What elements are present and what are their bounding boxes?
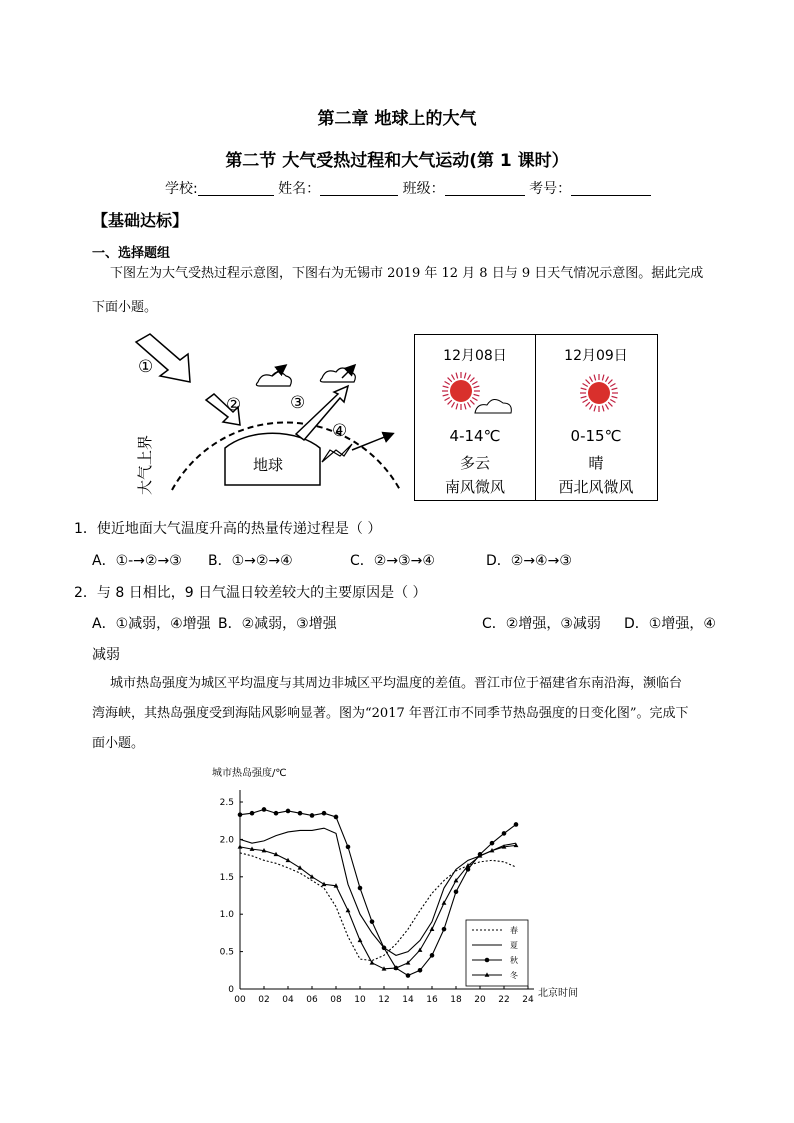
- question-2-stem: 2．与 8 日相比，9 日气温日较差较大的主要原因是（ ）: [74, 585, 427, 601]
- y-tick-label: 2.0: [219, 835, 234, 846]
- data-point: [346, 908, 351, 912]
- atmosphere-heating-diagram: [130, 330, 410, 500]
- data-point: [310, 813, 315, 818]
- chapter-title: 第二章 地球上的大气: [317, 109, 477, 129]
- y-tick-label: 0.5: [219, 947, 234, 958]
- data-point: [430, 953, 435, 958]
- sun-ray: [581, 388, 587, 390]
- data-point: [442, 900, 447, 904]
- data-point: [358, 938, 363, 942]
- data-point: [334, 815, 339, 820]
- sun-ray: [472, 382, 477, 385]
- intro2-line3: 面小题。: [92, 736, 145, 751]
- data-point: [238, 812, 243, 817]
- x-tick-label: 18: [450, 995, 462, 1005]
- sun-ray: [594, 406, 596, 412]
- sun-ray: [602, 375, 604, 381]
- school-label: 学校:: [165, 181, 198, 197]
- data-point: [358, 886, 363, 891]
- chart-y-label: 城市热岛强度/℃: [212, 768, 287, 779]
- q2-option-a[interactable]: A．①减弱，④增强: [92, 616, 211, 632]
- subsection-heading: 一、选择题组: [92, 246, 171, 261]
- data-point: [370, 919, 375, 924]
- sun-ray: [452, 375, 455, 380]
- q2-option-d-cont: 减弱: [92, 647, 120, 663]
- data-point: [286, 809, 291, 814]
- sun-ray: [468, 375, 471, 380]
- day1-date: 12月08日: [443, 348, 507, 364]
- q2-option-b[interactable]: B．②减弱，③增强: [218, 616, 337, 632]
- sun-ray: [581, 396, 587, 398]
- sun-icon: [572, 369, 626, 423]
- x-tick-label: 12: [378, 995, 390, 1005]
- sun-ray: [464, 404, 466, 410]
- day1-wind: 南风微风: [444, 478, 505, 496]
- exam-no-label: 考号：: [529, 181, 572, 197]
- label-2: ②: [226, 395, 242, 415]
- legend-marker: [485, 958, 490, 963]
- exam-no-blank[interactable]: [571, 181, 651, 196]
- day2-temp: 0-15℃: [570, 427, 622, 445]
- class-blank[interactable]: [445, 181, 525, 196]
- data-point: [382, 946, 387, 951]
- section-heading: 【基础达标】: [92, 211, 189, 230]
- sun-ray: [608, 402, 612, 406]
- sun-ray: [610, 400, 615, 403]
- day1-condition: 多云: [459, 454, 490, 472]
- data-point: [490, 841, 495, 846]
- legend-label: 秋: [510, 956, 518, 965]
- x-tick-label: 16: [426, 995, 438, 1005]
- atmosphere-upper-label: 大气上界: [136, 434, 154, 495]
- question-1-stem: 1．使近地面大气温度升高的热量传递过程是（ ）: [74, 521, 382, 537]
- weather-day1: [415, 335, 536, 500]
- sun-ray: [602, 406, 604, 412]
- legend-label: 冬: [510, 971, 518, 980]
- sun-ray: [470, 378, 474, 382]
- q2-option-c[interactable]: C．②增强，③减弱: [482, 616, 601, 632]
- x-tick-label: 20: [474, 995, 486, 1005]
- sun-ray: [445, 398, 450, 401]
- intro-paragraph-1: [92, 260, 722, 288]
- x-tick-label: 04: [282, 995, 294, 1005]
- chart-x-label: 北京时间: [538, 988, 578, 999]
- data-point: [454, 889, 459, 894]
- sun-ray: [448, 378, 452, 382]
- student-info-row: [165, 178, 651, 198]
- weather-panel: [414, 334, 658, 501]
- sun-ray: [452, 402, 455, 407]
- sun-ray: [612, 396, 618, 398]
- sun-ray: [612, 388, 618, 390]
- chart-legend: [466, 920, 528, 986]
- class-label: 班级：: [402, 181, 445, 197]
- day2-wind: 西北风微风: [558, 478, 634, 496]
- data-point: [370, 960, 375, 964]
- sun-ray: [474, 386, 480, 388]
- sun-ray: [583, 384, 588, 387]
- sun-ray: [594, 375, 596, 381]
- data-point: [514, 822, 519, 827]
- q1-option-d[interactable]: D．②→④→③: [486, 553, 572, 569]
- x-tick-label: 10: [354, 995, 366, 1005]
- day2-condition: 晴: [588, 454, 604, 472]
- sun-ray: [474, 394, 480, 396]
- sun-ray: [464, 373, 466, 379]
- sun-ray: [470, 400, 474, 404]
- q1-option-b[interactable]: B．①→②→④: [208, 553, 293, 569]
- x-tick-label: 08: [330, 995, 342, 1005]
- name-label: 姓名：: [278, 181, 321, 197]
- legend-label: 春: [510, 926, 518, 935]
- school-blank[interactable]: [198, 181, 274, 196]
- weather-day2: [536, 335, 656, 500]
- intro1-line1: 下图左为大气受热过程示意图，下图右为无锡市 2019 年 12 月 8 日与 9 日天气情况示意图。据此完成: [110, 266, 704, 281]
- earth-label: 地球: [253, 456, 284, 474]
- label-3: ③: [290, 393, 306, 413]
- intro2-line1: 城市热岛强度为城区平均温度与其周边非城区平均温度的差值。晋江市位于福建省东南沿海，濒临台: [110, 676, 683, 691]
- data-point: [238, 844, 243, 848]
- name-blank[interactable]: [320, 181, 398, 196]
- x-tick-label: 02: [258, 995, 270, 1005]
- counter-radiation-arrow: [322, 444, 352, 462]
- legend-label: 夏: [510, 941, 518, 950]
- day2-date: 12月09日: [564, 348, 628, 364]
- sun-cloud-icon: [433, 369, 523, 423]
- q1-option-a[interactable]: A．①-→②→③: [92, 553, 182, 569]
- sun-ray: [590, 377, 593, 382]
- data-point: [262, 807, 267, 812]
- intro1-line2: 下面小题。: [92, 300, 158, 315]
- y-tick-label: 0: [228, 985, 234, 995]
- heat-island-chart: [200, 762, 600, 1012]
- sun-ray: [590, 404, 593, 409]
- sun-ray: [606, 377, 609, 382]
- sun-ray: [472, 398, 477, 401]
- day1-temp: 4-14℃: [449, 427, 501, 445]
- sun-ray: [586, 402, 590, 406]
- sun-ray: [610, 384, 615, 387]
- x-tick-label: 22: [498, 995, 510, 1005]
- data-point: [274, 811, 279, 816]
- x-tick-label: 00: [234, 995, 246, 1005]
- data-point: [442, 927, 447, 932]
- sun-ray: [443, 394, 449, 396]
- data-point: [406, 973, 411, 978]
- escape-arrow-4: [352, 434, 392, 450]
- label-4: ④: [332, 421, 348, 441]
- data-point: [346, 845, 351, 850]
- sun-ray: [456, 373, 458, 379]
- sun-ray: [583, 400, 588, 403]
- sun-ray: [606, 404, 609, 409]
- x-tick-label: 24: [522, 995, 534, 1005]
- data-point: [250, 811, 255, 816]
- sun-ray: [445, 382, 450, 385]
- data-point: [430, 927, 435, 931]
- data-point: [322, 811, 327, 816]
- sun-ray: [443, 386, 449, 388]
- sun-ray: [586, 380, 590, 384]
- label-1: ①: [138, 357, 154, 377]
- intro2-line2: 湾海峡，其热岛强度受到海陆风影响显著。图为“2017 年晋江市不同季节热岛强度的日变化图”。完成下: [92, 706, 689, 721]
- y-tick-label: 1.0: [219, 910, 234, 921]
- sun-ray: [448, 400, 452, 404]
- data-point: [418, 968, 423, 973]
- sun-ray: [468, 402, 471, 407]
- sun-ray: [456, 404, 458, 410]
- y-tick-label: 1.5: [219, 872, 234, 883]
- sun-ray: [608, 380, 612, 384]
- q2-option-d[interactable]: D．①增强，④: [624, 616, 716, 632]
- x-tick-label: 06: [306, 995, 318, 1005]
- data-point: [298, 811, 303, 816]
- data-point: [502, 831, 507, 836]
- section-title: 第二节 大气受热过程和大气运动(第 1 课时）: [225, 151, 569, 171]
- x-tick-label: 14: [402, 995, 414, 1005]
- y-tick-label: 2.5: [219, 798, 234, 808]
- q1-option-c[interactable]: C．②→③→④: [350, 553, 435, 569]
